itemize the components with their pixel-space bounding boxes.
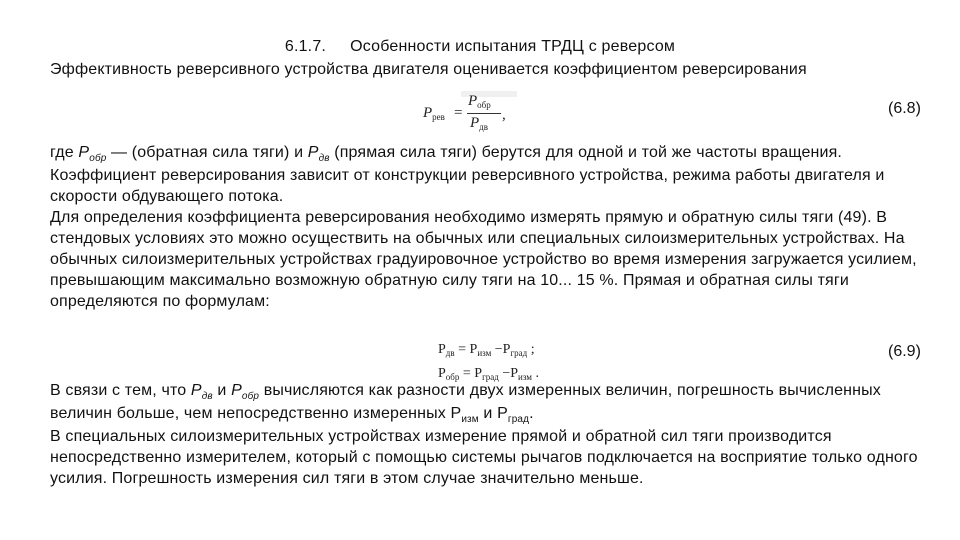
formula-lhs: $P_{рев}$ <box>423 105 445 122</box>
coefficient-line: Коэффициент реверсирования зависит от конструкции реверсивного устройства, режима работы двигателя и скорости обдувающего потока. <box>50 167 885 205</box>
special-devices-paragraph: В специальных силоизмерительных устройствах измерение прямой и обратной сил тяги производится непосредственно измерителем, который с помощью системы рычагов подключается на восприятие только одного усилия. Погрешность измерения сил тяги в этом случае значительно меньше. <box>50 428 918 487</box>
section-title <box>0 38 960 56</box>
intro-paragraph <box>50 59 930 80</box>
formula-comma: , <box>502 107 506 123</box>
fraction-bar <box>467 113 501 114</box>
formula-denominator: $P_{дв}$ <box>470 115 489 132</box>
intro-text: Эффективность реверсивного устройства двигателя оценивается коэффициентом реверсирования <box>50 61 807 78</box>
section-title-text: Особенности испытания ТРДЦ с реверсом <box>350 38 676 55</box>
body-paragraph-2 <box>50 380 930 489</box>
formula-equals: = <box>454 105 463 121</box>
formula-line-obr: $P_{обр} = P_{град} -P_{изм}$ . <box>438 366 539 382</box>
definition-line: где $P_{обр}$ — (обратная сила тяги) и $P_{дв}$ (прямая сила тяги) берутся для одной и той же частоты вращения. <box>50 144 843 164</box>
body-paragraph-1 <box>50 142 930 312</box>
section-number: 6.1.7. <box>284 38 327 55</box>
equation-number-6-8: (6.8) <box>888 100 921 117</box>
formula-6-8 <box>423 93 513 137</box>
formula-line-dv: $P_{дв} = P_{изм} -P_{град}$ ; <box>438 342 535 358</box>
error-paragraph: В связи с тем, что $P_{дв}$ и $P_{обр}$ вычисляются как разности двух измеренных величин, погрешность вычисленных величин больше, чем непосредственно измеренных $Р_{изм}$ и $Р_{град}$. <box>50 382 881 425</box>
equation-number-6-9: (6.9) <box>888 343 921 360</box>
measurement-paragraph: Для определения коэффициента реверсирования необходимо измерять прямую и обратную силы тяги (49). В стендовых условиях это можно осуществить на обычных или специальных силоизмерительных устройствах. На обычных силоизмерительных устройствах градуировочное устройство во время измерения загружается усилием, превышающим максимально возможную обратную силу тяги на 10... 15 %. Прямая и обратная силы тяги определяются по формулам: <box>50 209 917 310</box>
formula-numerator: $P_{обр}$ <box>468 93 491 110</box>
